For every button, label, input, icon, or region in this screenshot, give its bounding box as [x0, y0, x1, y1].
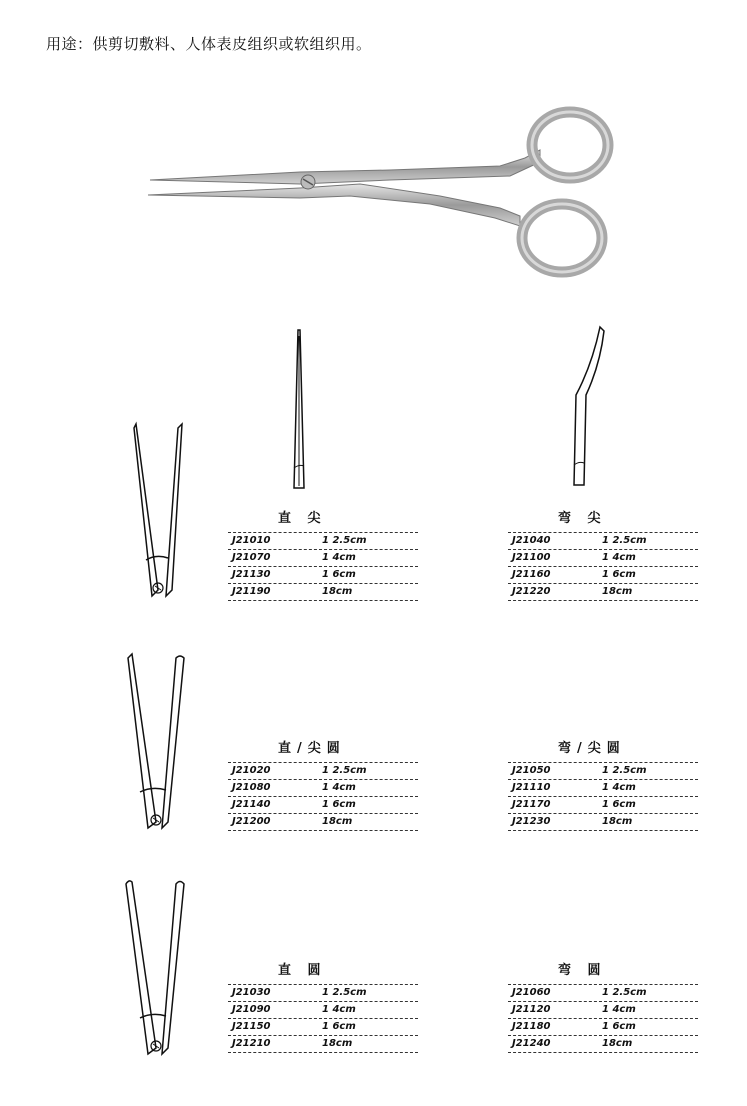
table-row: J21050 1 2.5cm — [508, 763, 698, 780]
spec-table-straight-blunt — [228, 963, 418, 1053]
table-row: J21060 1 2.5cm — [508, 985, 698, 1002]
table-row: J21040 1 2.5cm — [508, 533, 698, 550]
table-row: J21180 1 6cm — [508, 1019, 698, 1036]
table-header: 直 圆 — [228, 963, 418, 985]
table-row: J21080 1 4cm — [228, 780, 418, 797]
scissors-photo — [140, 100, 620, 280]
blade-profile-straight — [286, 328, 316, 498]
spec-table-curved-sharp — [508, 511, 698, 601]
table-row: J21190 18cm — [228, 584, 418, 601]
blade-profile-curved — [560, 325, 620, 495]
table-row: J21020 1 2.5cm — [228, 763, 418, 780]
table-header: 弯 圆 — [508, 963, 698, 985]
scissors-tip-drawing-straight-sharp — [128, 420, 188, 600]
table-row: J21070 1 4cm — [228, 550, 418, 567]
table-row: J21230 18cm — [508, 814, 698, 831]
table-row: J21100 1 4cm — [508, 550, 698, 567]
table-row: J21220 18cm — [508, 584, 698, 601]
scissors-tip-drawing-sharp-blunt — [122, 652, 192, 832]
table-row: J21120 1 4cm — [508, 1002, 698, 1019]
scissors-tip-drawing-blunt-blunt — [120, 878, 192, 1058]
table-header: 弯 尖 — [508, 511, 698, 533]
spec-table-curved-sharp-blunt — [508, 741, 698, 831]
table-row: J21150 1 6cm — [228, 1019, 418, 1036]
table-row: J21200 18cm — [228, 814, 418, 831]
table-row: J21240 18cm — [508, 1036, 698, 1053]
table-row: J21170 1 6cm — [508, 797, 698, 814]
table-row: J21030 1 2.5cm — [228, 985, 418, 1002]
table-row: J21010 1 2.5cm — [228, 533, 418, 550]
table-row: J21140 1 6cm — [228, 797, 418, 814]
table-row: J21110 1 4cm — [508, 780, 698, 797]
spec-table-straight-sharp-blunt — [228, 741, 418, 831]
table-row: J21160 1 6cm — [508, 567, 698, 584]
table-header: 直 尖 — [228, 511, 418, 533]
table-row: J21210 18cm — [228, 1036, 418, 1053]
spec-table-curved-blunt — [508, 963, 698, 1053]
table-row: J21130 1 6cm — [228, 567, 418, 584]
table-header: 直/尖圆 — [228, 741, 418, 763]
table-header: 弯/尖圆 — [508, 741, 698, 763]
spec-table-straight-sharp — [228, 511, 418, 601]
table-row: J21090 1 4cm — [228, 1002, 418, 1019]
usage-description: 用途：供剪切敷料、人体表皮组织或软组织用。 — [46, 35, 372, 53]
